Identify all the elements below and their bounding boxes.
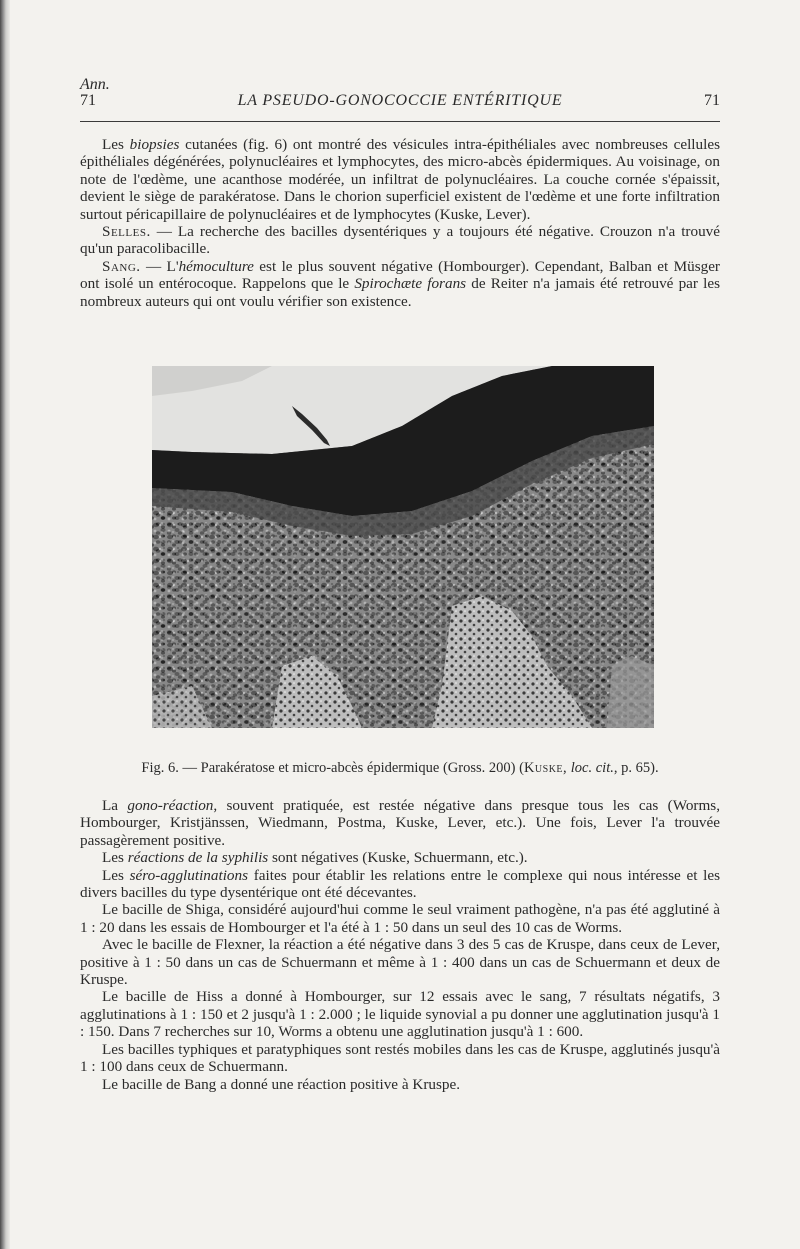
page-number-right: 71 [704, 92, 720, 109]
page-number-left: 71 [80, 92, 96, 109]
text-run: La [102, 797, 128, 814]
text-run: faites pour établir les relations entre le complexe qui nous intéresse et les divers bacilles du type dysentérique ont été décevantes. [80, 866, 720, 902]
text-run: cutanées (fig. 6) ont montré des vésicules intra-épithéliales avec nombreuses cellules épithéliales dégénérées, polynucléaires et lymphocytes, des micro-abcès épidermiques. Au voisinage, on note de l'œdème, une acanthose modérée, un infiltrat de polynucléaires. La couche cornée s'épaissit, devient le siège de parakératose. Dans le chorion superficiel existent de l'œdème et une forte infiltration surtout péricapillaire de polynucléaires et de lymphocytes (Kuske, Lever). [80, 136, 720, 223]
emphasis: hémoculture [178, 257, 254, 275]
micrograph-image [152, 366, 654, 728]
paragraph-flexner: Avec le bacille de Flexner, la réaction a été négative dans 3 des 5 cas de Kruspe, dans ceux de Lever, positive à 1 : 50 dans un cas de Schuermann et même à 1 : 400 dans un cas de Schuermann et deux de Kruspe. [80, 936, 720, 989]
paragraph-typhiques: Les bacilles typhiques et paratyphiques sont restés mobiles dans les cas de Kruspe, agglutinés jusqu'à 1 : 100 dans ceux de Schuermann. [80, 1040, 720, 1076]
caption-author: Kuske, [523, 760, 568, 776]
running-header [80, 92, 720, 114]
paragraph-bang: Le bacille de Bang a donné une réaction positive à Kruspe. [102, 1075, 461, 1093]
section-label: Selles. [102, 223, 151, 241]
text-run: de Reiter n'a jamais été retrouvé par les nombreux auteurs qui ont voulu vérifier son existence. [80, 275, 720, 310]
paragraph-gono-reaction [80, 797, 720, 849]
emphasis: réactions de la syphilis [127, 849, 269, 867]
caption-reference: loc. cit. [567, 760, 614, 776]
caption-page: , p. 65). [613, 760, 659, 776]
text-run: — La recherche des bacilles dysentériques y a toujours été négative. Crouzon n'a trouvé qu'un paracolibacille. [80, 223, 720, 258]
emphasis: gono-réaction [127, 797, 214, 814]
caption-text: Fig. 6. — Parakératose et micro-abcès épidermique (Gross. 200) ( [141, 760, 524, 776]
section-label: Sang. [102, 257, 141, 275]
journal-abbreviation: Ann. [80, 76, 110, 93]
paragraph-biopsies [80, 136, 720, 223]
paragraph-sang [80, 258, 720, 310]
paragraph-selles [80, 223, 720, 258]
text-run: sont négatives (Kuske, Schuermann, etc.). [268, 849, 528, 867]
paragraph-shiga: Le bacille de Shiga, considéré aujourd'hui comme le seul vraiment pathogène, n'a pas été agglutiné à 1 : 20 dans les essais de Hombourger et l'a été à 1 : 50 dans un seul des 10 cas de Worms. [80, 901, 720, 936]
text-block-top [80, 136, 720, 310]
text-run: Les [102, 849, 128, 867]
text-run: est le plus souvent négative (Hombourger). Cependant, Balban et Müsger ont isolé un entérocoque. Rappelons que le [80, 257, 720, 293]
figure-caption [80, 760, 720, 777]
text-run: Les [102, 136, 130, 153]
emphasis: biopsies [129, 136, 180, 153]
page-binding-edge [0, 0, 10, 1249]
paragraph-sero-agglutinations [80, 867, 720, 902]
histology-micrograph [152, 366, 654, 728]
text-run: , souvent pratiquée, est restée négative dans presque tous les cas (Worms, Hombourger, Kristjänssen, Wiedmann, Postma, Kuske, Lever, etc.). Une fois, Lever l'a trouvée passagèrement positive. [80, 797, 720, 849]
paragraph-hiss: Le bacille de Hiss a donné à Hombourger, sur 12 essais avec le sang, 7 résultats négatifs, 3 agglutinations à 1 : 150 et 2 jusqu'à 1 : 2.000 ; le liquide synovial a pu donner une agglutination jusqu'à 1 : 150. Dans 7 recherches sur 10, Worms a obtenu une agglutination jusqu'à 1 : 600. [80, 988, 720, 1041]
header-rule [80, 121, 720, 122]
text-block-bottom [80, 797, 720, 1093]
emphasis: séro-agglutinations [129, 866, 249, 884]
text-run: Les [102, 866, 130, 884]
emphasis: Spirochæte forans [354, 275, 467, 293]
text-run: — L' [140, 257, 179, 275]
paragraph-syphilis [80, 849, 720, 866]
running-title: LA PSEUDO-GONOCOCCIE ENTÉRITIQUE [237, 92, 563, 109]
